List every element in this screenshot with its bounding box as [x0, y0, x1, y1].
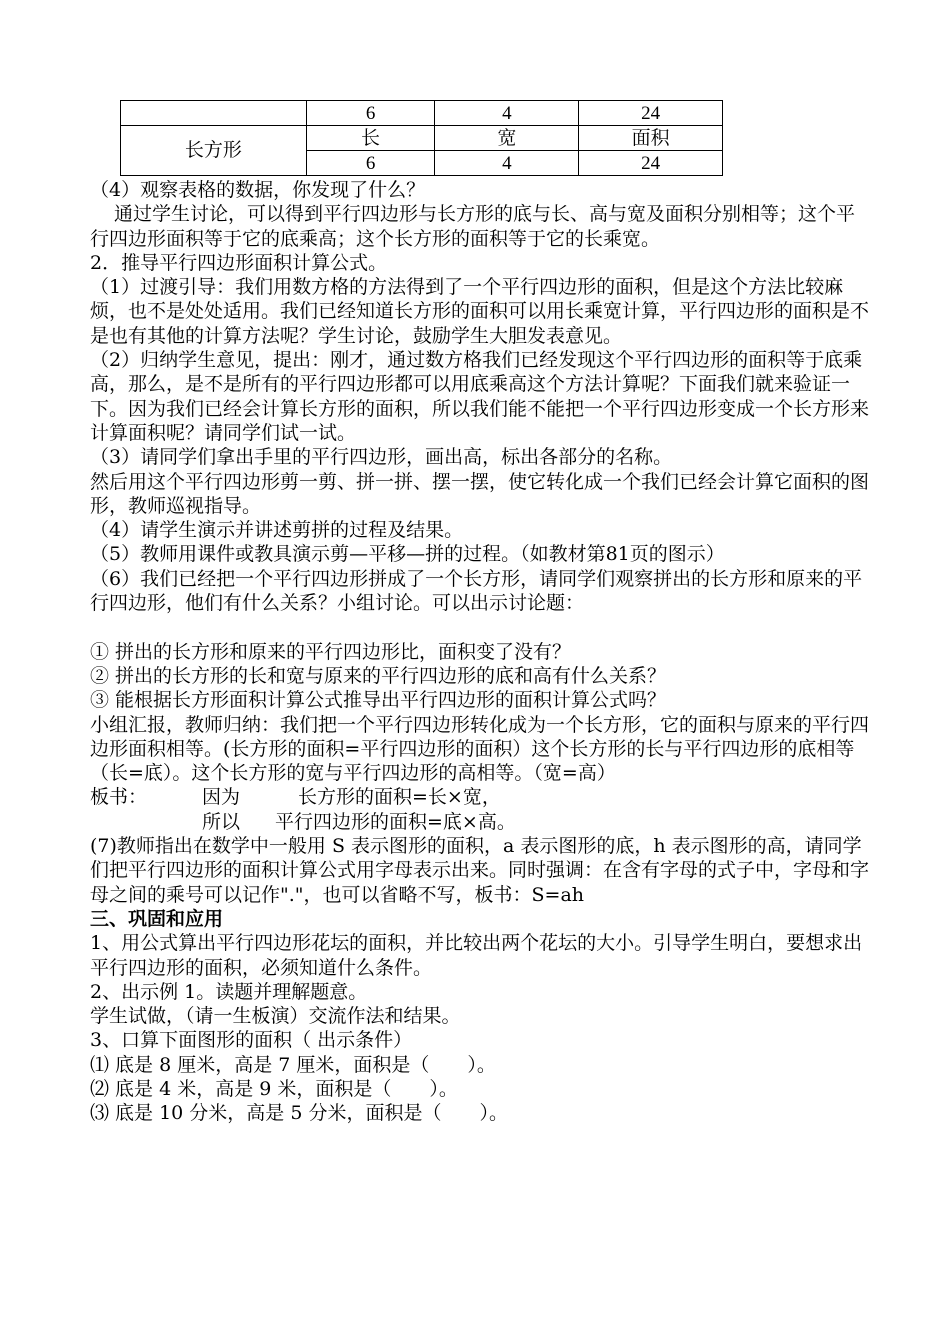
list-item: ② 拼出的长方形的长和宽与原来的平行四边形的底和高有什么关系？ [90, 664, 667, 687]
list-item: ⑴ 底是 8 厘米，高是 7 厘米，面积是（ ）。 [90, 1053, 496, 1076]
section-heading: 2．推导平行四边形面积计算公式。 [90, 251, 388, 274]
document-body [90, 178, 870, 1126]
board-writing-formula: 长方形的面积=长×宽， [298, 786, 501, 809]
section-heading: 三、巩固和应用 [90, 907, 224, 930]
list-item: ③ 能根据长方形面积计算公式推导出平行四边形的面积计算公式吗？ [90, 689, 667, 712]
board-writing-line [90, 810, 870, 834]
paragraph: （6）我们已经把一个平行四边形拼成了一个长方形，请同学们观察拼出的长方形和原来的平行四边形，他们有什么关系？小组讨论。可以出示讨论题： [90, 567, 863, 615]
list-item: ⑶ 底是 10 分米，高是 5 分米，面积是（ ）。 [90, 1102, 508, 1125]
table-row [121, 126, 723, 151]
table-header-cell: 宽 [435, 126, 579, 151]
paragraph: （1）过渡引导：我们用数方格的方法得到了一个平行四边形的面积，但是这个方法比较麻烦，也不是处处适用。我们已经知道长方形的面积可以用长乘宽计算，平行四边形的面积是不是也有其他的计算方法呢？学生讨论，鼓励学生大胆发表意见。 [90, 276, 870, 347]
paragraph: （5）教师用课件或教具演示剪—平移—拼的过程。（如教材第81页的图示） [90, 543, 725, 566]
paragraph: 3、口算下面图形的面积（ 出示条件） [90, 1029, 413, 1052]
table-row [121, 101, 723, 126]
paragraph: （4）观察表格的数据，你发现了什么？ [90, 179, 426, 201]
paragraph: （3）请同学们拿出手里的平行四边形，画出高，标出各部分的名称。 [90, 446, 673, 469]
paragraph: 通过学生讨论，可以得到平行四边形与长方形的底与长、高与宽及面积分别相等；这个平行四边形面积等于它的底乘高；这个长方形的面积等于它的长乘宽。 [90, 203, 856, 250]
paragraph: （2）归纳学生意见，提出：刚才，通过数方格我们已经发现这个平行四边形的面积等于底乘高，那么，是不是所有的平行四边形都可以用底乘高这个方法计算呢？下面我们就来验证一下。因为我们已经会计算长方形的面积，所以我们能不能把一个平行四边形变成一个长方形来计算面积呢？请同学们试一试。 [90, 349, 870, 444]
board-writing-formula: 平行四边形的面积=底×高。 [275, 810, 516, 833]
paragraph: (7)教师指出在数学中一般用 S 表示图形的面积，a 表示图形的底，h 表示图形的高，请同学们把平行四边形的面积计算公式用字母表示出来。同时强调：在含有字母的式子中，字母和字母之间的乘号可以记作"."，也可以省略不写，板书：S=ah [90, 835, 870, 906]
data-table [120, 100, 723, 176]
paragraph: 2、出示例 1。读题并理解题意。 [90, 980, 368, 1003]
table-cell: 4 [435, 151, 579, 176]
row-label-rectangle: 长方形 [121, 126, 307, 176]
table-cell [121, 101, 307, 126]
paragraph: 然后用这个平行四边形剪一剪、拼一拼、摆一摆，使它转化成一个我们已经会计算它面积的图形，教师巡视指导。 [90, 470, 870, 517]
paragraph: （4）请学生演示并讲述剪拼的过程及结果。 [90, 519, 464, 542]
table-header-cell: 长 [306, 126, 435, 151]
table-header-cell: 面积 [579, 126, 723, 151]
table-cell: 24 [579, 101, 723, 126]
board-writing-therefore: 所以 [202, 810, 241, 833]
board-writing-because: 因为 [202, 786, 241, 809]
table-cell: 24 [579, 151, 723, 176]
table-cell: 6 [306, 151, 435, 176]
table-cell: 6 [306, 101, 435, 126]
paragraph: 1、用公式算出平行四边形花坛的面积，并比较出两个花坛的大小。引导学生明白，要想求出平行四边形的面积，必须知道什么条件。 [90, 932, 863, 979]
board-writing-label: 板书： [90, 786, 148, 809]
paragraph: 小组汇报，教师归纳：我们把一个平行四边形转化成为一个长方形，它的面积与原来的平行四边形面积相等。(长方形的面积=平行四边形的面积）这个长方形的长与平行四边形的底相等（长=底）。这个长方形的宽与平行四边形的高相等。（宽=高） [90, 713, 870, 785]
list-item: ⑵ 底是 4 米，高是 9 米，面积是（ ）。 [90, 1077, 458, 1100]
table-cell: 4 [435, 101, 579, 126]
list-item: ① 拼出的长方形和原来的平行四边形比，面积变了没有？ [90, 640, 572, 663]
blank-line [90, 615, 870, 639]
board-writing-line [90, 785, 870, 809]
paragraph: 学生试做，（请一生板演）交流作法和结果。 [90, 1005, 461, 1028]
